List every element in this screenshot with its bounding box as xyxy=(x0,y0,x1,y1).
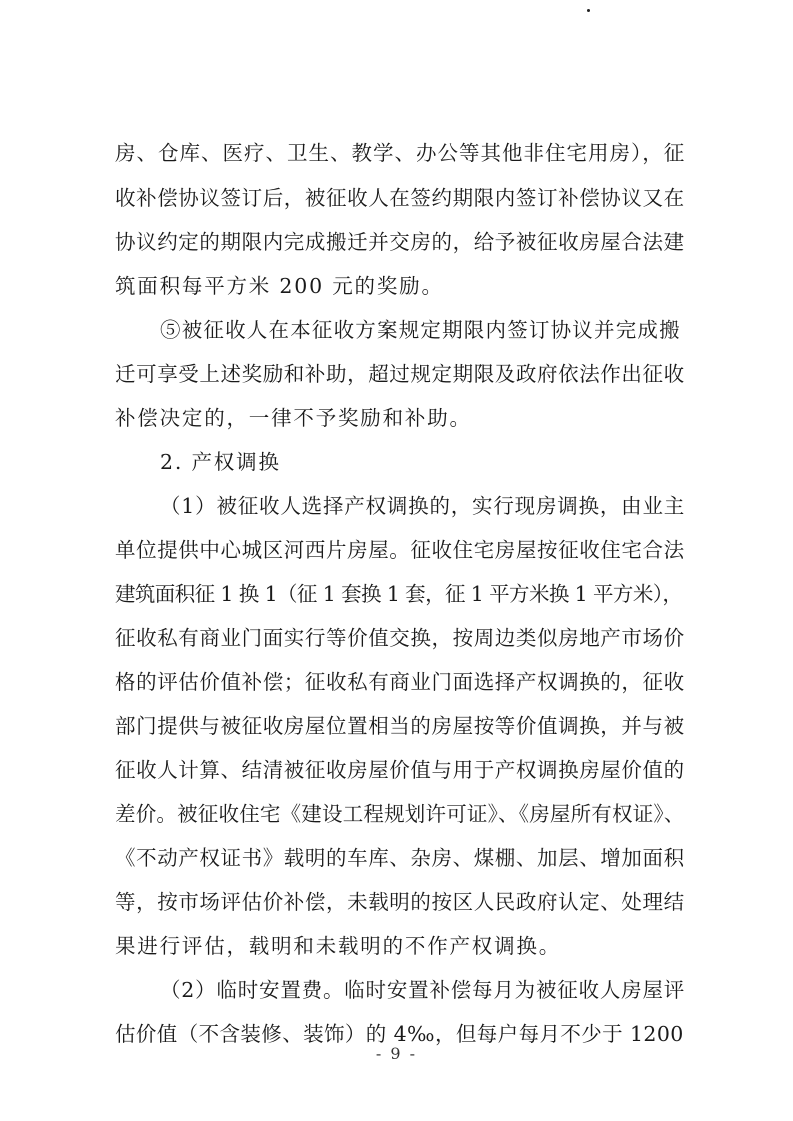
body-line: 房、仓库、医疗、卫生、教学、办公等其他非住宅用房），征 xyxy=(115,141,686,165)
body-line: 部门提供与被征收房屋位置相当的房屋按等价值调换，并与被 xyxy=(115,714,685,738)
body-line: 建筑面积征 1 换 1（征 1 套换 1 套，征 1 平方米换 1 平方米）， xyxy=(115,582,683,606)
scan-dot-mark xyxy=(587,9,590,12)
page-number: - 9 - xyxy=(375,1044,418,1063)
body-line: 差价。被征收住宅《建设工程规划许可证》、《房屋所有权证》、 xyxy=(115,802,685,826)
body-line: 估价值（不含装修、装饰）的 4‰，但每户每月不少于 1200 xyxy=(115,1022,684,1046)
body-line: 筑面积每平方米 200 元的奖励。 xyxy=(115,274,444,298)
body-line: 果进行评估，载明和未载明的不作产权调换。 xyxy=(115,934,561,958)
body-line: （1）被征收人选择产权调换的，实行现房调换，由业主 xyxy=(160,494,686,518)
body-line: 收补偿协议签订后，被征收人在签约期限内签订补偿协议又在 xyxy=(115,186,685,210)
body-line: 《不动产权证书》载明的车库、杂房、煤棚、加层、增加面积 xyxy=(115,846,685,870)
body-line: 征收人计算、结清被征收房屋价值与用于产权调换房屋价值的 xyxy=(115,758,685,782)
body-line: 格的评估价值补偿；征收私有商业门面选择产权调换的，征收 xyxy=(115,670,685,694)
section-heading: 2. 产权调换 xyxy=(160,450,281,474)
body-line: 补偿决定的，一律不予奖励和补助。 xyxy=(115,406,472,430)
body-line: 迁可享受上述奖励和补助，超过规定期限及政府依法作出征收 xyxy=(115,362,685,386)
body-line: 征收私有商业门面实行等价值交换，按周边类似房地产市场价 xyxy=(115,626,685,650)
body-line: 协议约定的期限内完成搬迁并交房的，给予被征收房屋合法建 xyxy=(115,230,685,254)
body-line: 等，按市场评估价补偿，未载明的按区人民政府认定、处理结 xyxy=(115,890,685,914)
body-line: ⑤被征收人在本征收方案规定期限内签订协议并完成搬 xyxy=(160,318,681,342)
body-line: （2）临时安置费。临时安置补偿每月为被征收人房屋评 xyxy=(160,978,686,1002)
body-line: 单位提供中心城区河西片房屋。征收住宅房屋按征收住宅合法 xyxy=(115,538,685,562)
